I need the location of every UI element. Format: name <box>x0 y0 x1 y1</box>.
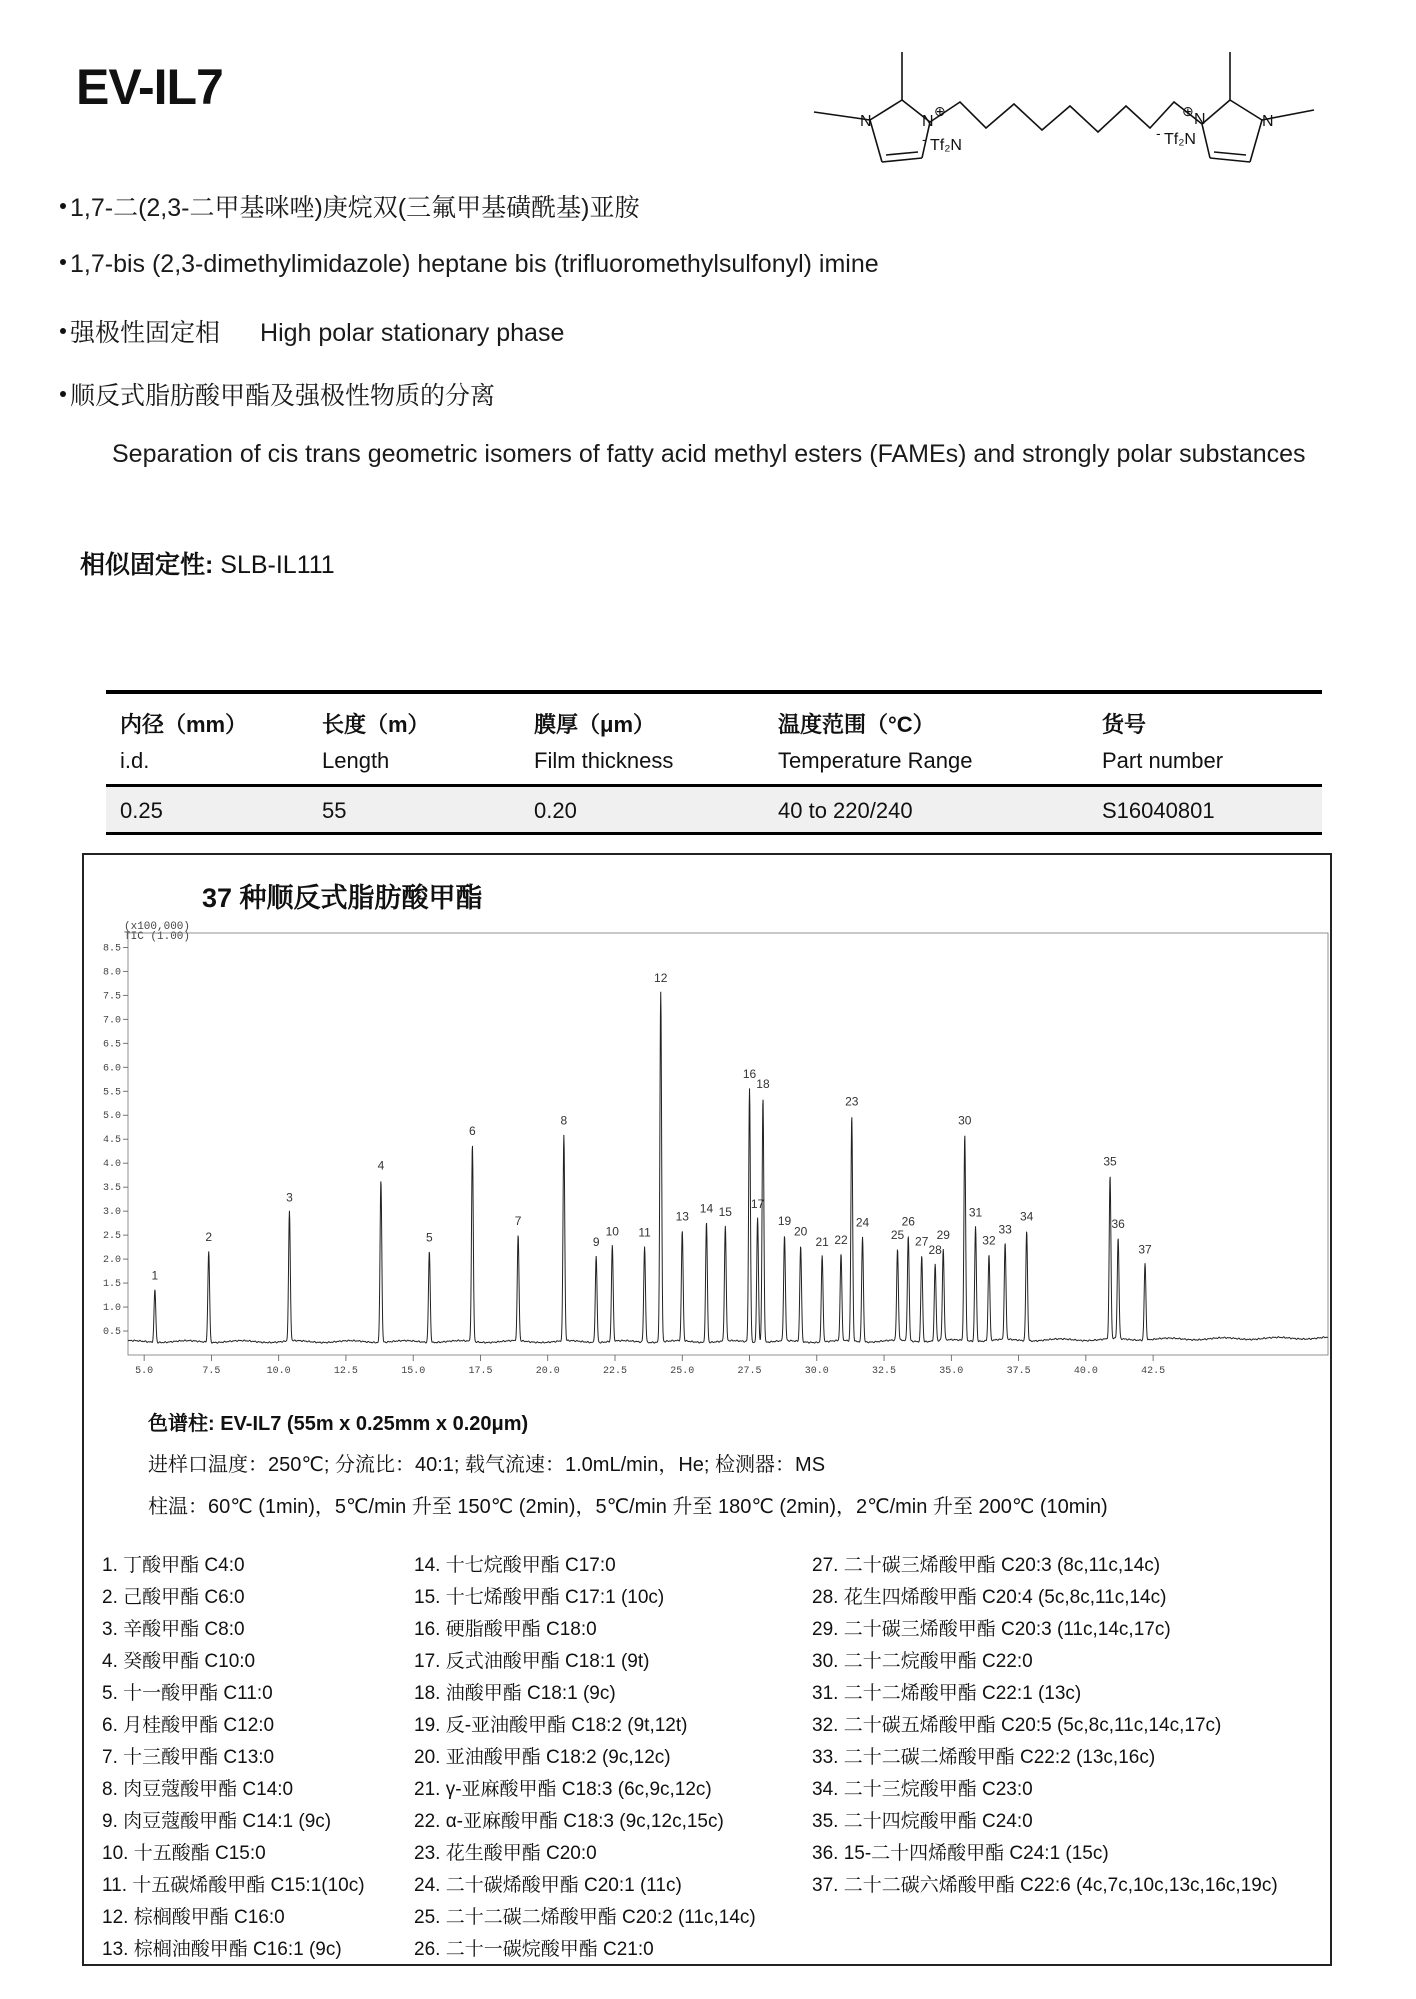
right-tf2n-label: Tf₂N <box>1164 131 1196 148</box>
x-tick-label: 32.5 <box>872 1366 897 1377</box>
peak-label: 25 <box>890 1227 905 1242</box>
x-tick-label: 12.5 <box>333 1366 358 1377</box>
chart-title: 37 种顺反式脂肪酸甲酯 <box>202 883 483 913</box>
conditions-oven: 柱温：60℃ (1min)，5℃/min 升至 150℃ (2min)，5℃/min 升至 180℃ (2min)，2℃/min 升至 200℃ (10min) <box>148 1496 1108 1518</box>
peak-label: 4 <box>377 1158 385 1173</box>
page-title: EV-IL7 <box>76 59 223 115</box>
cell-film: 0.20 <box>534 798 577 823</box>
cell-temp: 40 to 220/240 <box>778 798 913 823</box>
x-tick-label: 15.0 <box>401 1366 426 1377</box>
left-n-label: N <box>860 113 872 130</box>
column-info <box>148 1407 528 1436</box>
peak-list-item: 12. 棕榈酸甲酯 C16:0 <box>102 1907 285 1928</box>
peak-list-item: 16. 硬脂酸甲酯 C18:0 <box>414 1619 597 1640</box>
right-n-plus-label: N <box>1194 111 1206 128</box>
peak-list-item: 25. 二十二碳二烯酸甲酯 C20:2 (11c,14c) <box>414 1907 756 1928</box>
peak-list-item: 2. 己酸甲酯 C6:0 <box>102 1587 245 1608</box>
y-tick-label: 3.0 <box>102 1207 121 1219</box>
y-tick-label: 8.0 <box>102 967 121 979</box>
x-tick-label: 30.0 <box>804 1366 829 1377</box>
peak-list-item: 26. 二十一碳烷酸甲酯 C21:0 <box>414 1939 654 1960</box>
peak-label: 2 <box>205 1230 213 1245</box>
peak-label: 6 <box>469 1123 476 1138</box>
x-tick-label: 42.5 <box>1141 1366 1166 1377</box>
bullet-dot-icon <box>60 203 66 209</box>
peak-list-item: 31. 二十二烯酸甲酯 C22:1 (13c) <box>812 1683 1082 1704</box>
peak-list-item: 4. 癸酸甲酯 C10:0 <box>102 1651 256 1672</box>
peak-label: 18 <box>756 1076 770 1091</box>
bullet-dot-icon <box>60 259 66 265</box>
peak-list-item: 29. 二十碳三烯酸甲酯 C20:3 (11c,14c,17c) <box>812 1619 1171 1640</box>
scale-label: (x100,000) <box>124 921 191 933</box>
bullet-text: 顺反式脂肪酸甲酯及强极性物质的分离 <box>70 382 496 410</box>
conditions-inlet: 进样口温度：250℃; 分流比：40:1; 载气流速：1.0mL/min，He; 检测器：MS <box>148 1454 826 1476</box>
peak-list-item: 1. 丁酸甲酯 C4:0 <box>102 1555 245 1576</box>
peak-label: 10 <box>605 1224 619 1239</box>
peak-label: 36 <box>1111 1216 1125 1231</box>
spec-table <box>106 690 1322 835</box>
peak-list-item: 10. 十五酸酯 C15:0 <box>102 1843 266 1864</box>
peak-list-item: 37. 二十二碳六烯酸甲酯 C22:6 (4c,7c,10c,13c,16c,19c) <box>812 1875 1278 1896</box>
header-temp-zh: 温度范围（°C） <box>778 712 935 737</box>
peak-label: 24 <box>855 1215 870 1230</box>
y-tick-label: 2.5 <box>102 1231 121 1243</box>
peak-list-item: 21. γ-亚麻酸甲酯 C18:3 (6c,9c,12c) <box>414 1779 712 1800</box>
similar-phase <box>80 545 335 581</box>
peak-list-item: 30. 二十二烷酸甲酯 C22:0 <box>812 1651 1033 1672</box>
plot-area-border <box>128 933 1328 1355</box>
peak-list-item: 23. 花生酸甲酯 C20:0 <box>414 1843 597 1864</box>
peak-list-col1 <box>102 1550 365 1966</box>
peak-label: 26 <box>901 1214 915 1229</box>
bullet-text: 强极性固定相 <box>70 319 221 347</box>
peak-list-item: 5. 十一酸甲酯 C11:0 <box>102 1683 273 1704</box>
peak-list-item: 18. 油酸甲酯 C18:1 (9c) <box>414 1683 616 1704</box>
peak-label: 22 <box>834 1233 848 1248</box>
similar-phase-value: SLB-IL111 <box>220 551 335 579</box>
y-tick-label: 3.5 <box>102 1183 121 1195</box>
peak-list-item: 7. 十三酸甲酯 C13:0 <box>102 1747 275 1768</box>
bullet-application-en: Separation of cis trans geometric isomers of fatty acid methyl esters (FAMEs) and strongly polar substances <box>112 440 1306 468</box>
peak-label: 17 <box>750 1196 765 1211</box>
header-length-en: Length <box>322 748 390 773</box>
right-minus-charge: - <box>1156 125 1161 141</box>
x-tick-label: 20.0 <box>535 1366 560 1377</box>
signal-label: TIC (1.00) <box>124 931 191 943</box>
peak-list-item: 28. 花生四烯酸甲酯 C20:4 (5c,8c,11c,14c) <box>812 1587 1167 1608</box>
peak-label: 34 <box>1019 1209 1034 1224</box>
peak-list-item: 11. 十五碳烯酸甲酯 C15:1(10c) <box>102 1875 365 1896</box>
header-film-zh: 膜厚（μm） <box>534 712 656 737</box>
bullet-text: 1,7-二(2,3-二甲基咪唑)庚烷双(三氟甲基磺酰基)亚胺 <box>70 194 640 222</box>
peak-list-col3 <box>812 1550 1278 1902</box>
cell-part-number: S16040801 <box>1102 798 1215 823</box>
x-tick-label: 35.0 <box>939 1366 964 1377</box>
peak-label: 11 <box>638 1225 651 1240</box>
chromatogram-trace <box>128 992 1328 1343</box>
peak-list-item: 34. 二十三烷酸甲酯 C23:0 <box>812 1779 1033 1800</box>
left-n-plus-label: N <box>922 113 934 130</box>
y-tick-label: 4.5 <box>102 1135 121 1147</box>
right-plus-charge: ⊕ <box>1182 103 1194 119</box>
peak-list-item: 35. 二十四烷酸甲酯 C24:0 <box>812 1811 1033 1832</box>
column-label: 色谱柱: <box>148 1413 215 1435</box>
peak-list-item: 24. 二十碳烯酸甲酯 C20:1 (11c) <box>414 1875 682 1896</box>
y-tick-label: 6.5 <box>102 1039 121 1051</box>
peak-label: 14 <box>699 1201 714 1216</box>
peak-label: 23 <box>845 1094 859 1109</box>
peak-label: 21 <box>815 1234 829 1249</box>
cell-length: 55 <box>322 798 347 823</box>
y-tick-label: 1.5 <box>102 1279 121 1291</box>
header-id-en: i.d. <box>120 748 150 773</box>
peak-label: 8 <box>560 1113 568 1128</box>
peak-label: 20 <box>793 1224 808 1239</box>
header-film-en: Film thickness <box>534 748 674 773</box>
molecule-structure-diagram <box>810 40 1350 180</box>
column-value: EV-IL7 (55m x 0.25mm x 0.20μm) <box>220 1413 529 1435</box>
y-tick-label: 7.5 <box>102 991 121 1003</box>
peak-list-item: 19. 反-亚油酸甲酯 C18:2 (9t,12t) <box>414 1715 688 1736</box>
peak-label: 29 <box>936 1227 950 1242</box>
bullet-name-en <box>60 250 879 279</box>
peak-label: 28 <box>928 1243 942 1258</box>
x-tick-label: 37.5 <box>1006 1366 1031 1377</box>
peak-list-col2 <box>414 1550 756 1966</box>
bullet-phase <box>60 313 564 349</box>
peak-list-item: 20. 亚油酸甲酯 C18:2 (9c,12c) <box>414 1747 671 1768</box>
x-tick-label: 10.0 <box>266 1366 291 1377</box>
y-tick-label: 4.0 <box>102 1159 121 1171</box>
header-part-en: Part number <box>1102 748 1224 773</box>
header-part-zh: 货号 <box>1102 712 1147 737</box>
peak-label: 15 <box>718 1204 732 1219</box>
peak-list-item: 33. 二十二碳二烯酸甲酯 C22:2 (13c,16c) <box>812 1747 1156 1768</box>
peak-list-item: 13. 棕榈油酸甲酯 C16:1 (9c) <box>102 1939 342 1960</box>
left-minus-charge: - <box>922 131 927 147</box>
peak-list-item: 27. 二十碳三烯酸甲酯 C20:3 (8c,11c,14c) <box>812 1555 1161 1576</box>
peak-list-item: 36. 15-二十四烯酸甲酯 C24:1 (15c) <box>812 1843 1109 1864</box>
x-tick-label: 22.5 <box>602 1366 628 1377</box>
spec-table-row <box>106 787 1322 832</box>
peak-label: 9 <box>592 1235 600 1250</box>
left-tf2n-label: Tf₂N <box>930 137 962 154</box>
peak-list-item: 32. 二十碳五烯酸甲酯 C20:5 (5c,8c,11c,14c,17c) <box>812 1715 1222 1736</box>
y-tick-label: 6.0 <box>102 1063 121 1075</box>
x-tick-label: 27.5 <box>737 1366 762 1377</box>
bullet-text: High polar stationary phase <box>260 319 565 347</box>
header-length-zh: 长度（m） <box>322 712 430 737</box>
peak-label: 7 <box>514 1214 522 1229</box>
peak-list-item: 15. 十七烯酸甲酯 C17:1 (10c) <box>414 1587 665 1608</box>
bullet-text: 1,7-bis (2,3-dimethylimidazole) heptane bis (trifluoromethylsulfonyl) imine <box>70 250 879 278</box>
x-tick-label: 17.5 <box>468 1366 493 1377</box>
peak-label: 19 <box>777 1214 792 1229</box>
peak-label: 33 <box>998 1222 1012 1237</box>
peak-label: 35 <box>1103 1154 1117 1169</box>
left-plus-charge: ⊕ <box>934 103 946 119</box>
peak-list-item: 8. 肉豆蔻酸甲酯 C14:0 <box>102 1779 294 1800</box>
peak-list-item: 6. 月桂酸甲酯 C12:0 <box>102 1715 275 1736</box>
x-tick-label: 5.0 <box>135 1366 154 1377</box>
y-tick-label: 8.5 <box>102 943 121 955</box>
peak-label: 30 <box>958 1113 972 1128</box>
bullet-name-zh <box>60 188 639 224</box>
peak-list-item: 17. 反式油酸甲酯 C18:1 (9t) <box>414 1651 650 1672</box>
peak-list-item: 22. α-亚麻酸甲酯 C18:3 (9c,12c,15c) <box>414 1811 724 1832</box>
peak-label: 5 <box>426 1230 433 1245</box>
x-tick-label: 7.5 <box>202 1366 221 1377</box>
bullet-dot-icon <box>60 391 66 397</box>
x-tick-label: 40.0 <box>1073 1366 1098 1377</box>
peak-label: 16 <box>742 1066 757 1081</box>
x-tick-label: 25.0 <box>670 1366 695 1377</box>
bullet-application-zh <box>60 376 495 412</box>
similar-phase-label: 相似固定性: <box>80 551 214 579</box>
y-tick-label: 0.5 <box>102 1327 121 1339</box>
y-tick-label: 5.0 <box>102 1111 121 1123</box>
peak-label: 32 <box>982 1233 996 1248</box>
peak-list-item: 3. 辛酸甲酯 C8:0 <box>102 1619 245 1640</box>
peak-list-item: 9. 肉豆蔻酸甲酯 C14:1 (9c) <box>102 1811 332 1832</box>
y-tick-label: 1.0 <box>102 1303 121 1315</box>
cell-id: 0.25 <box>120 798 163 823</box>
y-tick-label: 2.0 <box>102 1255 121 1267</box>
y-tick-label: 5.5 <box>102 1087 121 1099</box>
chromatogram-chart <box>100 915 1340 1385</box>
spec-table-header <box>106 694 1322 784</box>
header-temp-en: Temperature Range <box>778 748 973 773</box>
peak-label: 37 <box>1138 1242 1152 1257</box>
peak-label: 31 <box>968 1205 983 1220</box>
peak-label: 3 <box>286 1190 293 1205</box>
y-tick-label: 7.0 <box>102 1015 121 1027</box>
peak-label: 1 <box>151 1268 159 1283</box>
header-id-zh: 内径（mm） <box>120 712 248 737</box>
right-n-label: N <box>1262 113 1274 130</box>
peak-list-item: 14. 十七烷酸甲酯 C17:0 <box>414 1555 616 1576</box>
peak-label: 12 <box>654 970 668 985</box>
peak-label: 27 <box>915 1234 929 1249</box>
bullet-dot-icon <box>60 328 66 334</box>
peak-label: 13 <box>675 1209 689 1224</box>
